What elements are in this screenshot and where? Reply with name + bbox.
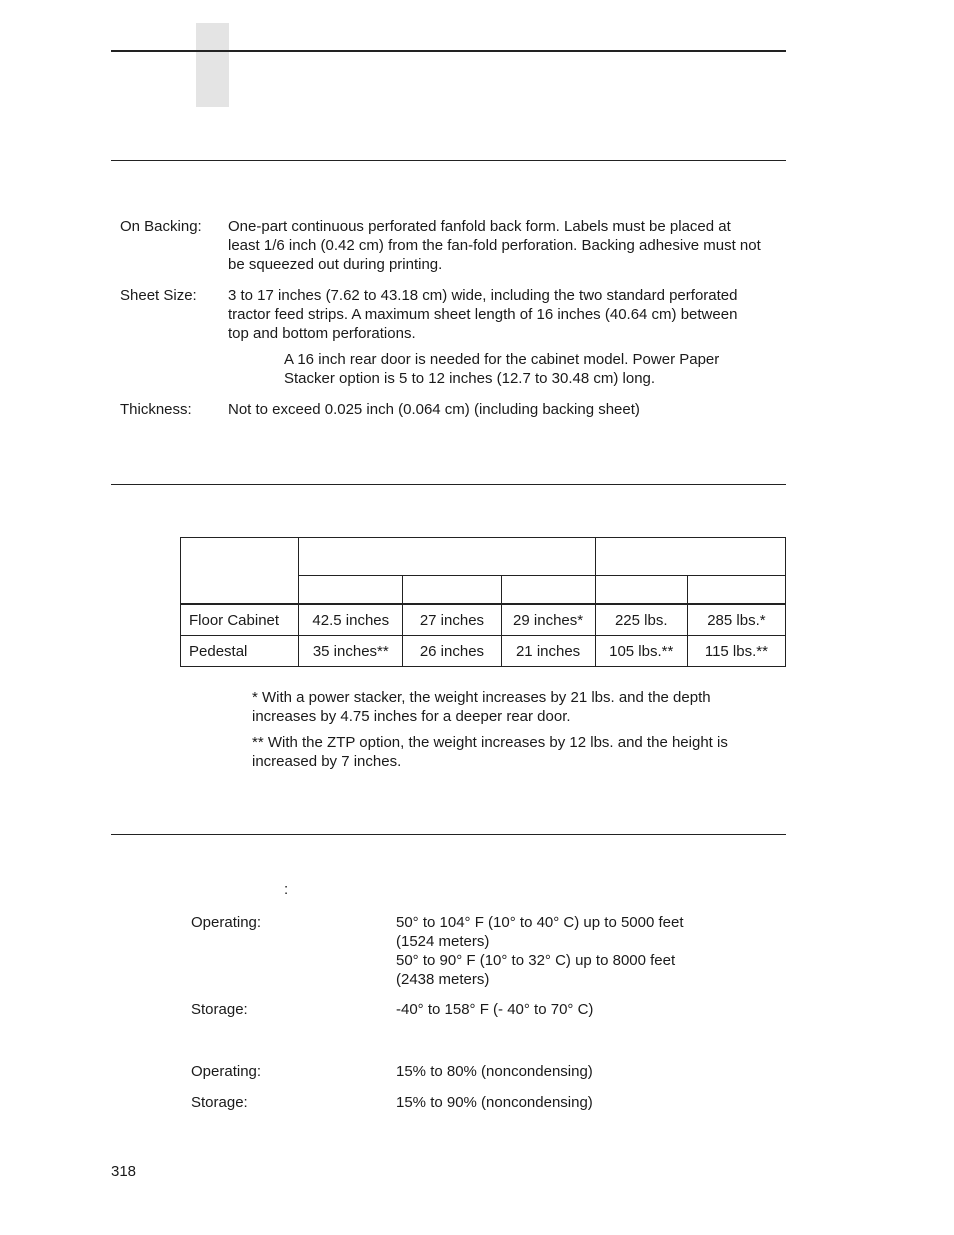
table-cell: 285 lbs.*: [687, 604, 785, 636]
table-cell: 35 inches**: [299, 636, 403, 667]
temp-operating-value: 50° to 104° F (10° to 40° C) up to 5000 feet (1524 meters) 50° to 90° F (10° to 32° C) up to 8000 feet (2438 meters): [396, 914, 684, 988]
backing-label: On Backing:: [120, 218, 202, 235]
temperature-heading-colon: :: [284, 881, 289, 898]
subheader-cell: [595, 576, 687, 605]
humidity-storage-value: 15% to 90% (noncondensing): [396, 1094, 593, 1111]
footnote-ztp: ** With the ZTP option, the weight increases by 12 lbs. and the height is increased by 7 inches.: [252, 734, 728, 770]
temp-storage-value: -40° to 158° F (- 40° to 70° C): [396, 1001, 594, 1018]
table-cell: 225 lbs.: [595, 604, 687, 636]
page-number: 318: [111, 1163, 137, 1180]
header-rule: [111, 50, 786, 52]
table-cell: 29 inches*: [501, 604, 595, 636]
table-cell: 105 lbs.**: [595, 636, 687, 667]
subheader-cell: [299, 576, 403, 605]
table-cell: 115 lbs.**: [687, 636, 785, 667]
header-cell-dimensions: [299, 538, 595, 576]
subheader-cell: [501, 576, 595, 605]
section-rule-dimensions: [111, 484, 786, 485]
temp-operating-label: Operating:: [191, 914, 262, 931]
humidity-operating-label: Operating:: [191, 1063, 262, 1080]
temp-storage-label: Storage:: [191, 1001, 248, 1018]
section-rule-media: [111, 160, 786, 161]
table-row: [181, 604, 786, 636]
rear-door-note: A 16 inch rear door is needed for the cabinet model. Power Paper Stacker option is 5 to 12 inches (12.7 to 30.48 cm) long.: [284, 351, 720, 387]
table-cell: 42.5 inches: [299, 604, 403, 636]
subheader-cell: [403, 576, 501, 605]
subheader-cell: [687, 576, 785, 605]
footnote-power-stacker: * With a power stacker, the weight increases by 21 lbs. and the depth increases by 4.75 inches for a deeper rear door.: [252, 689, 711, 725]
chapter-tab-marker: [196, 23, 229, 107]
table-row: [181, 636, 786, 667]
table-cell-model: Floor Cabinet: [181, 604, 299, 636]
table-header-row: [181, 538, 786, 576]
thickness-label: Thickness:: [120, 401, 192, 418]
table-cell: 27 inches: [403, 604, 501, 636]
humidity-operating-value: 15% to 80% (noncondensing): [396, 1063, 593, 1080]
header-cell-weight: [595, 538, 785, 576]
header-cell-model: [181, 538, 299, 605]
table-cell: 26 inches: [403, 636, 501, 667]
thickness-text: Not to exceed 0.025 inch (0.064 cm) (including backing sheet): [228, 401, 640, 418]
sheet-size-text: 3 to 17 inches (7.62 to 43.18 cm) wide, including the two standard perforated tractor feed strips. A maximum sheet length of 16 inches (40.64 cm) between top and bottom perforations.: [228, 287, 738, 342]
sheet-size-label: Sheet Size:: [120, 287, 197, 304]
dimensions-table: [180, 537, 786, 667]
humidity-storage-label: Storage:: [191, 1094, 248, 1111]
table-cell-model: Pedestal: [181, 636, 299, 667]
backing-text: One-part continuous perforated fanfold back form. Labels must be placed at least 1/6 inch (0.42 cm) from the fan-fold perforation. Backing adhesive must not be squeezed out during printing.: [228, 218, 761, 273]
table-cell: 21 inches: [501, 636, 595, 667]
section-rule-environment: [111, 834, 786, 835]
